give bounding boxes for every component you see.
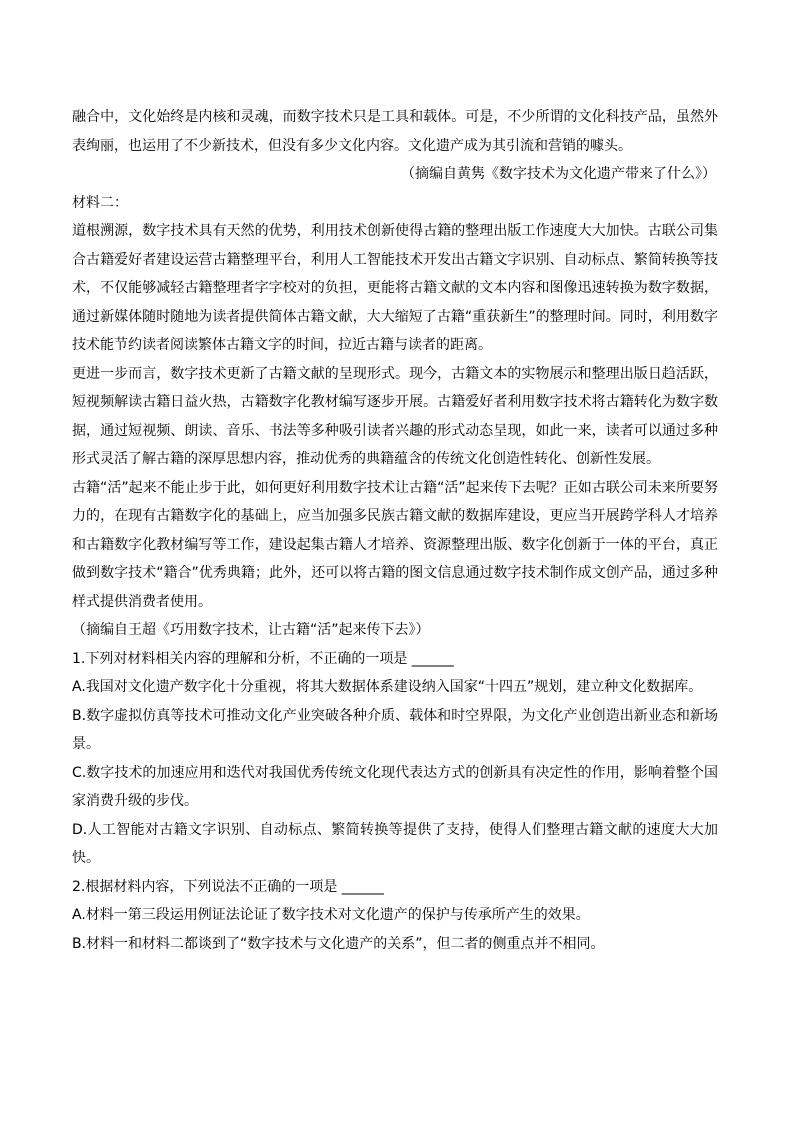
source-citation-2: （摘编自王超《巧用数字技术，让古籍“活”起来传下去》） (72, 622, 430, 638)
question-2: 2.根据材料内容，下列说法不正确的一项是 ______ (72, 878, 384, 895)
paragraph-material2-2: 更进一步而言，数字技术更新了古籍文献的呈现形式。现今，古籍文本的实物展示和整理出版日趋活跃，短视频解读古籍日益火热，古籍数字化教材编写逐步开展。古籍爱好者利用数字技术将古籍转化为数字数据，通过短视频、朗读、音乐、书法等多种吸引读者兴趣的形式动态呈现，如此一来，读者可以通过多种形式灵活了解古籍的深厚思想内容，推动优秀的典籍蕴含的传统文化创造性转化、创新性发展。 (72, 365, 718, 467)
paragraph-material2-1: 道根溯源，数字技术具有天然的优势，利用技术创新使得古籍的整理出版工作速度大大加快。古联公司集合古籍爱好者建设运营古籍整理平台，利用人工智能技术开发出古籍文字识别、自动标点、繁简转换等技术，不仅能够减轻古籍整理者字字校对的负担，更能将古籍文献的文本内容和图像迅速转换为数字数据，通过新媒体随时随地为读者提供简体古籍文献，大大缩短了古籍“重获新生”的整理时间。同时，利用数字技术能节约读者阅读繁体古籍文字的时间，拉近古籍与读者的距离。 (72, 223, 718, 353)
question-1-option-b: B.数字虚拟仿真等技术可推动文化产业突破各种介质、载体和时空界限，为文化产业创造出新业态和新场景。 (72, 707, 718, 752)
document-page (72, 103, 718, 958)
question-1-option-a: A.我国对文化遗产数字化十分重视，将其大数据体系建设纳入国家“十四五”规划，建立种文化数据库。 (72, 679, 703, 695)
source-citation-1: （摘编自黄隽《数字技术为文化遗产带来了什么》） (401, 166, 716, 182)
question-1: 1.下列对材料相关内容的理解和分析，不正确的一项是 ______ (72, 650, 454, 667)
paragraph-material2-3: 古籍“活”起来不能止步于此，如何更好利用数字技术让古籍“活”起来传下去呢？正如古联公司未来所要努力的，在现有古籍数字化的基础上，应当加强多民族古籍文献的数据库建设，更应当开展跨学科人才培养和古籍数字化教材编写等工作，建设起集古籍人才培养、资源整理出版、数字化创新于一体的平台，真正做到数字技术“籍合”优秀典籍；此外，还可以将古籍的图文信息通过数字技术制作成文创产品，通过多种样式提供消费者使用。 (72, 479, 718, 610)
question-1-option-c: C.数字技术的加速应用和迭代对我国优秀传统文化现代表达方式的创新具有决定性的作用，影响着整个国家消费升级的步伐。 (72, 764, 718, 809)
question-2-option-b: B.材料一和材料二都谈到了“数字技术与文化遗产的关系”，但二者的侧重点并不相同。 (72, 935, 605, 952)
question-1-option-d: D.人工智能对古籍文字识别、自动标点、繁简转换等提供了支持，使得人们整理古籍文献的速度大大加快。 (72, 821, 718, 866)
question-2-option-a: A.材料一第三段运用例证法论证了数字技术对文化遗产的保护与传承所产生的效果。 (72, 907, 590, 923)
material2-heading: 材料二： (72, 194, 128, 211)
paragraph-material1-end: 融合中，文化始终是内核和灵魂，而数字技术只是工具和载体。可是，不少所谓的文化科技产品，虽然外表绚丽，也运用了不少新技术，但没有多少文化内容。文化遗产成为其引流和营销的噱头。 (72, 109, 718, 154)
